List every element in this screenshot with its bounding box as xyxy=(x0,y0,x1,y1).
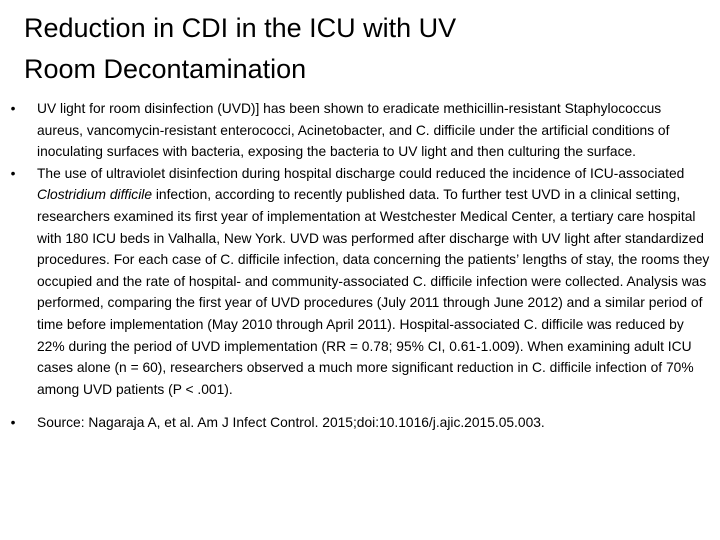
bullet-list xyxy=(6,98,710,434)
slide-title xyxy=(24,8,664,90)
bullet-text: Source: Nagaraja A, et al. Am J Infect Control. 2015;doi:10.1016/j.ajic.2015.05.003. xyxy=(37,415,545,431)
bullet-text-italic: Clostridium difficile xyxy=(37,187,153,203)
title-line-2: Room Decontamination xyxy=(24,54,307,84)
bullet-text-after: infection, according to recently published data. To further test UVD in a clinical setting, researchers examined its first year of implementation at Westchester Medical Center, a tertiary care hospital with 180 ICU beds in Valhalla, New York. UVD was performed after discharge with UV light after standardized procedures. For each case of C. difficile infection, data concerning the patients’ lengths of stay, the rooms they occupied and the rate of hospital- and community-associated C. difficile infection were collected. Analysis was performed, comparing the first year of UVD procedures (July 2011 through June 2012) and a similar period of time before implementation (May 2010 through April 2011). Hospital-associated C. difficile was reduced by 22% during the period of UVD implementation (RR = 0.78; 95% CI, 0.61-1.009). When examining adult ICU cases alone (n = 60), researchers observed a much more significant reduction in C. difficile infection of 70% among UVD patients (P < .001). xyxy=(37,187,710,397)
bullet-source xyxy=(6,412,710,434)
bullet-text: UV light for room disinfection (UVD)] has been shown to eradicate methicillin-resistant Staphylococcus aureus, vancomycin-resistant enterococci, Acinetobacter, and C. difficile under the artificial conditions of inoculating surfaces with bacteria, exposing the bacteria to UV light and then culturing the surface. xyxy=(37,101,670,160)
bullet-dot-icon: • xyxy=(10,165,16,181)
bullet-dot-icon: • xyxy=(10,415,16,431)
bullet-text-before: The use of ultraviolet disinfection during hospital discharge could reduced the incidence of ICU-associated xyxy=(37,165,685,181)
bullet-uvd-overview xyxy=(6,98,710,163)
title-line-1: Reduction in CDI in the ICU with UV xyxy=(24,13,457,43)
bullet-dot-icon: • xyxy=(10,101,16,116)
bullet-study-findings xyxy=(6,163,710,401)
